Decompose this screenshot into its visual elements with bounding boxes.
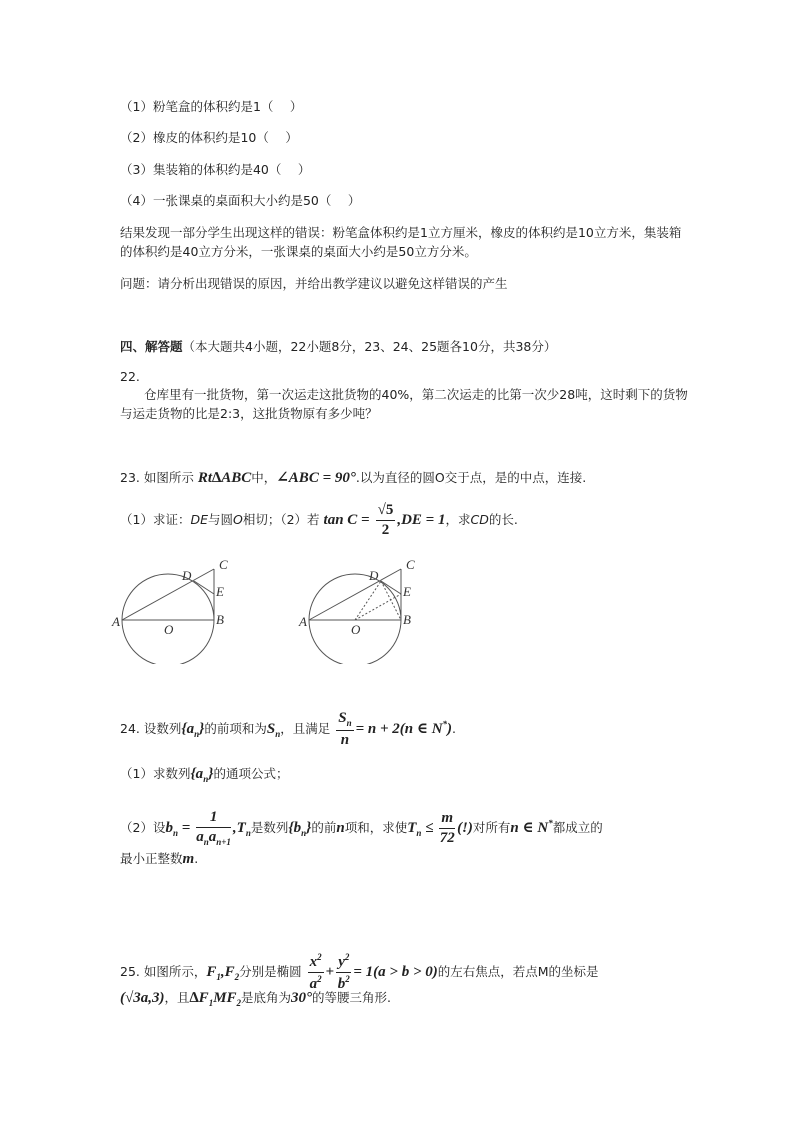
q25-text: 的等腰三角形.	[312, 990, 392, 1005]
var-n: n	[336, 820, 345, 836]
q25-text: 的左右焦点，若点M的坐标是	[437, 964, 599, 979]
label-d: D	[182, 568, 192, 583]
label-b: B	[216, 612, 224, 627]
label-a: A	[299, 614, 307, 629]
result-paragraph: 结果发现一部分学生出现这样的错误：粉笔盒体积约是1立方厘米，橡皮的体积约是10立方米，集装箱的体积约是40立方分米，一张课桌的桌面大小约是50立方分米。	[120, 225, 682, 259]
label-e: E	[403, 584, 411, 599]
tn: $,T_n$	[232, 820, 251, 838]
foci: $F_1,F_2$	[206, 964, 240, 982]
var-m: m	[182, 851, 195, 867]
section-title: 四、解答题	[120, 339, 183, 354]
q25-number: 25. 如图所示，	[120, 964, 207, 979]
circle-o: O	[233, 512, 243, 527]
q23-text: 相切；（2）若	[242, 512, 320, 527]
label-c: C	[219, 557, 228, 572]
sequence-an: $\{a_n\}$	[181, 721, 205, 739]
q23-text: 的长.	[488, 512, 518, 527]
question-text: 问题：请分析出现错误的原因，并给出教学建议以避免这样错误的产生	[120, 276, 508, 291]
fraction-x2-a2: $\frac{x^2}{a^2}$	[309, 952, 322, 992]
fraction-denominator: 2	[381, 522, 390, 538]
fraction-sqrt5-over-2	[376, 503, 396, 538]
item-4: （4）一张课桌的桌面积大小约是50（ ）	[120, 193, 361, 208]
q24-part1	[120, 764, 288, 784]
point-m-coords: (√3a,3)	[120, 990, 165, 1006]
q22-text: 仓库里有一批货物，第一次运走这批货物的40%，第二次运走的比第一次少28吨，这时剩下的货物与运走货物的比是2:3，这批货物原有多少吨？	[120, 387, 688, 421]
sum-sn: $S_n$	[266, 721, 281, 739]
q24-part2	[120, 810, 603, 847]
fraction-y2-b2: $\frac{y^2}{b^2}$	[337, 952, 350, 992]
bn: $b_n$ =	[165, 820, 191, 838]
q24-text: 都成立的	[552, 820, 603, 835]
q24-last-line	[120, 849, 198, 868]
q25-line2	[120, 988, 391, 1008]
q23-text-tail: .以为直径的圆O交于点，是的中点，连接.	[355, 470, 587, 485]
tn-le: $T_n$ ≤	[407, 820, 434, 838]
period: .	[194, 851, 199, 866]
section-heading	[120, 337, 556, 355]
q24-text: 最小正整数	[120, 851, 183, 866]
q24-part1-text: 的通项公式；	[213, 766, 289, 781]
figure-2	[298, 557, 415, 664]
label-a: A	[112, 614, 120, 629]
label-e: E	[216, 584, 224, 599]
ellipse-condition: = 1(a > b > 0)	[353, 964, 438, 980]
label-o: O	[164, 622, 174, 637]
angle-abc: ∠ABC = 90°	[276, 470, 356, 486]
q23-text: ，求	[445, 512, 471, 527]
item-2: （2）橡皮的体积约是10（ ）	[120, 130, 298, 145]
q23-text-mid: 中，	[251, 470, 277, 485]
fraction-numerator: √5	[376, 503, 396, 521]
segment-cd: CD	[470, 512, 489, 527]
item-3: （3）集装箱的体积约是40（ ）	[120, 162, 311, 177]
q24-text: 的前项和为	[204, 721, 267, 736]
label-d: D	[369, 568, 379, 583]
q23-text: 与圆	[207, 512, 233, 527]
tan-c: tan C =	[323, 512, 370, 528]
q24-text: 的前	[311, 820, 337, 835]
q23-parts	[120, 503, 518, 538]
q25-text: 是底角为	[241, 990, 292, 1005]
label-c: C	[406, 557, 415, 572]
q24-text: 是数列	[250, 820, 289, 835]
marker: (!)	[457, 820, 473, 836]
q23-number: 23. 如图所示	[120, 470, 194, 485]
q24-text: 对所有	[472, 820, 511, 835]
q24-part2-text: （2）设	[120, 820, 166, 835]
triangle-rt-abc: Rt∆ABC	[197, 470, 252, 486]
q25-text: 分别是椭圆	[239, 964, 302, 979]
label-b: B	[403, 612, 411, 627]
equation-sn: = n + 2(n ∈ N*)	[355, 719, 453, 737]
item-1: （1）粉笔盒的体积约是1（ ）	[120, 99, 303, 114]
section-note: （本大题共4小题，22小题8分，23、24、25题各10分，共38分）	[182, 339, 557, 354]
q24-number: 24. 设数列	[120, 721, 182, 736]
n-in-n-star: n ∈ N*	[510, 818, 553, 836]
q24-statement	[120, 711, 456, 748]
q23-part1-prefix: （1）求证：	[120, 512, 191, 527]
figure-1	[111, 557, 228, 664]
label-o: O	[351, 622, 361, 637]
q22-number: 22.	[120, 369, 140, 384]
geometry-figures	[110, 552, 450, 664]
fraction-sn-over-n: $\frac{S_n}{n}$	[338, 710, 352, 748]
q24-text: ，且满足	[280, 721, 331, 736]
q24-part1-text: （1）求数列	[120, 766, 191, 781]
sequence-an: $\{a_n\}$	[190, 766, 214, 784]
triangle-f1mf2: $\Delta F_1MF_2$	[189, 990, 242, 1008]
fraction-1-over-anan1: $\frac{1}{a_na_{n+1}}$	[196, 809, 231, 847]
q25-text: ，且	[164, 990, 190, 1005]
q23-statement	[120, 468, 586, 487]
q24-text: 项和，求使	[344, 820, 408, 835]
segment-de: DE	[190, 512, 208, 527]
de-equals-1: ,DE = 1	[397, 512, 446, 528]
fraction-m-over-72: $\frac{m}{72}$	[439, 810, 455, 846]
sequence-bn: $\{b_n\}$	[288, 820, 312, 838]
period: .	[452, 721, 457, 736]
q25-statement: 25. 如图所示，$F_1,F_2$分别是椭圆 $\frac{x^2}{a^2}$ + $\frac{y^2}{b^2}$ = 1(a > b > 0)的左右焦点，若点M的坐标是	[120, 952, 599, 992]
angle-30: 30°	[291, 990, 313, 1006]
